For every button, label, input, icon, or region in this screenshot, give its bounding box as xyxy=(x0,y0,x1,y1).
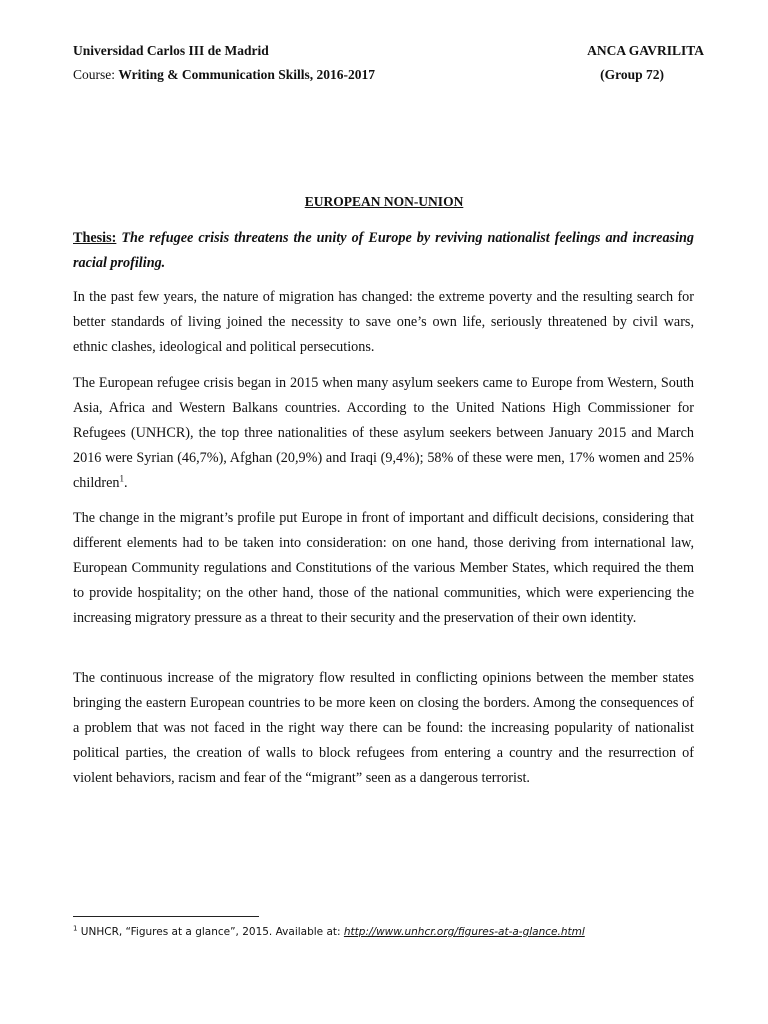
author-name: ANCA GAVRILITA xyxy=(587,43,704,58)
thesis-text: The refugee crisis threatens the unity of Europe by reviving nationalist feelings and increasing racial profiling. xyxy=(73,230,695,271)
document-title: EUROPEAN NON-UNION xyxy=(304,194,464,209)
thesis-statement xyxy=(73,226,694,276)
footnote-divider xyxy=(73,916,259,917)
paragraph-4: The continuous increase of the migratory flow resulted in conflicting opinions between the member states bringing the eastern European countries to be more keen on closing the borders. Among the consequences of a problem that was not faced in the right way there can be found: the increasing popularity of nationalist political parties, the creation of walls to block refugees from entering a country and the resurrection of violent behaviors, racism and fear of the “migrant” seen as a dangerous terrorist. xyxy=(73,670,694,786)
course-name: Writing & Communication Skills, 2016-2017 xyxy=(118,67,376,82)
paragraph-1: In the past few years, the nature of migration has changed: the extreme poverty and the resulting search for better standards of living joined the necessity to save one’s own life, seriously threatened by civil wars, ethnic clashes, ideological and political persecutions. xyxy=(73,289,694,355)
university-name: Universidad Carlos III de Madrid xyxy=(73,43,269,58)
footnote-text: UNHCR, “Figures at a glance”, 2015. Available at: xyxy=(77,926,344,938)
paragraph-2-text: The European refugee crisis began in 2015 when many asylum seekers came to Europe from Western, South Asia, Africa and Western Balkans countries. According to the United Nations High Commissioner for Refugees (UNHCR), the top three nationalities of these asylum seekers between January 2015 and March 2016 were Syrian (46,7%), Afghan (20,9%) and Iraqi (9,4%); 58% of these were men, 17% women and 25% children xyxy=(73,375,694,491)
paragraph-2 xyxy=(73,371,694,496)
footnote-number: 1 xyxy=(73,924,78,933)
group-label: (Group 72) xyxy=(600,67,664,82)
footnote-link[interactable]: http://www.unhcr.org/figures-at-a-glance.html xyxy=(343,926,585,938)
footnote xyxy=(73,924,585,940)
course-line xyxy=(73,66,375,84)
paragraph-2-end: . xyxy=(123,475,128,491)
footnote-reference[interactable]: 1 xyxy=(119,473,124,484)
course-prefix: Course: xyxy=(73,67,119,82)
thesis-label: Thesis: xyxy=(73,230,117,246)
paragraph-3: The change in the migrant’s profile put Europe in front of important and difficult decisions, considering that different elements had to be taken into consideration: on one hand, those deriving from international law, European Community regulations and Constitutions of the various Member States, which required the them to provide hospitality; on the other hand, those of the national communities, which were experiencing the increasing migratory pressure as a threat to their security and the preservation of their own identity. xyxy=(73,510,694,626)
